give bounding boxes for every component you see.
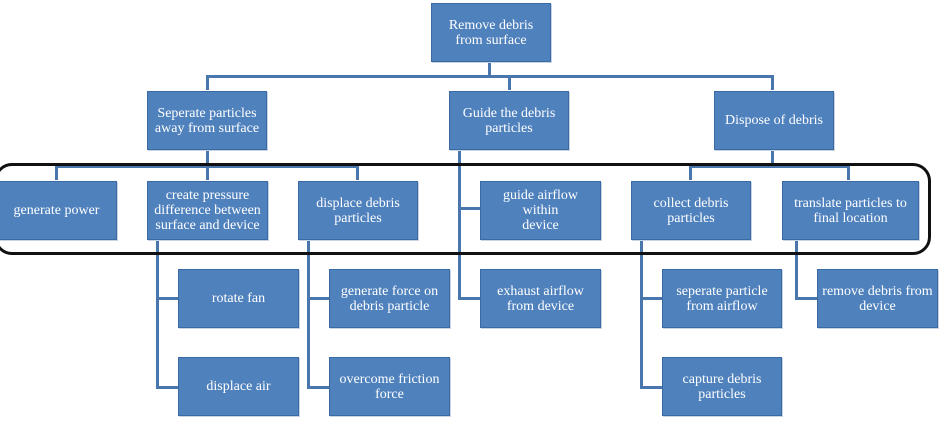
connector-to-exhaust-airflow [458,297,480,300]
node-label: Dispose of debris [725,113,823,128]
connector-to-overcome-friction [307,386,329,389]
node-label: displace debris particles [316,195,400,226]
connector-root-down [488,62,491,76]
node-label: Guide the debris particles [462,105,556,136]
node-dispose-debris [714,91,834,150]
node-label: generate force on debris particle [340,283,439,314]
highlight-frame [0,163,931,255]
connector-to-dispose [771,75,774,90]
node-seperate-particle-airflow [662,269,782,328]
node-label: translate particles to final location [794,195,907,226]
node-label: Seperate particles away from surface [154,105,260,136]
connector-to-rotate-fan [156,297,178,300]
node-label: generate power [13,203,100,218]
connector-to-guide [508,75,511,90]
node-label: guide airflow within device [502,188,579,233]
connector-create-pressure-trunk [156,240,159,389]
node-root-remove-debris [431,3,551,62]
node-label: displace air [206,379,271,394]
node-rotate-fan [178,269,299,328]
node-generate-force [329,269,450,328]
node-label: exhaust airflow from device [497,283,584,314]
connector-to-seperate [206,75,209,90]
node-guide-debris [449,91,569,150]
node-exhaust-airflow [480,269,601,328]
node-label: Remove debris from surface [448,17,534,48]
node-label: overcome friction force [339,371,440,402]
node-overcome-friction [329,357,450,416]
connector-level1-bus [206,75,773,78]
connector-displace-debris-trunk [307,240,310,389]
node-displace-air [178,357,299,416]
connector-to-displace-air [156,386,178,389]
node-label: rotate fan [211,291,266,306]
connector-to-capture-debris [640,386,662,389]
node-label: seperate particle from airflow [676,283,768,314]
connector-to-generate-force [307,297,329,300]
node-seperate-particles [147,91,267,150]
node-capture-debris [662,357,782,416]
connector-to-seperate-particle [640,297,662,300]
node-label: create pressure difference between surface and device [154,188,261,233]
connector-to-remove-debris [795,297,817,300]
node-label: remove debris from device [822,283,933,314]
connector-collect-trunk [640,240,643,389]
node-label: collect debris particles [653,195,729,226]
node-label: capture debris particles [682,371,762,402]
node-remove-debris-device [817,269,938,328]
